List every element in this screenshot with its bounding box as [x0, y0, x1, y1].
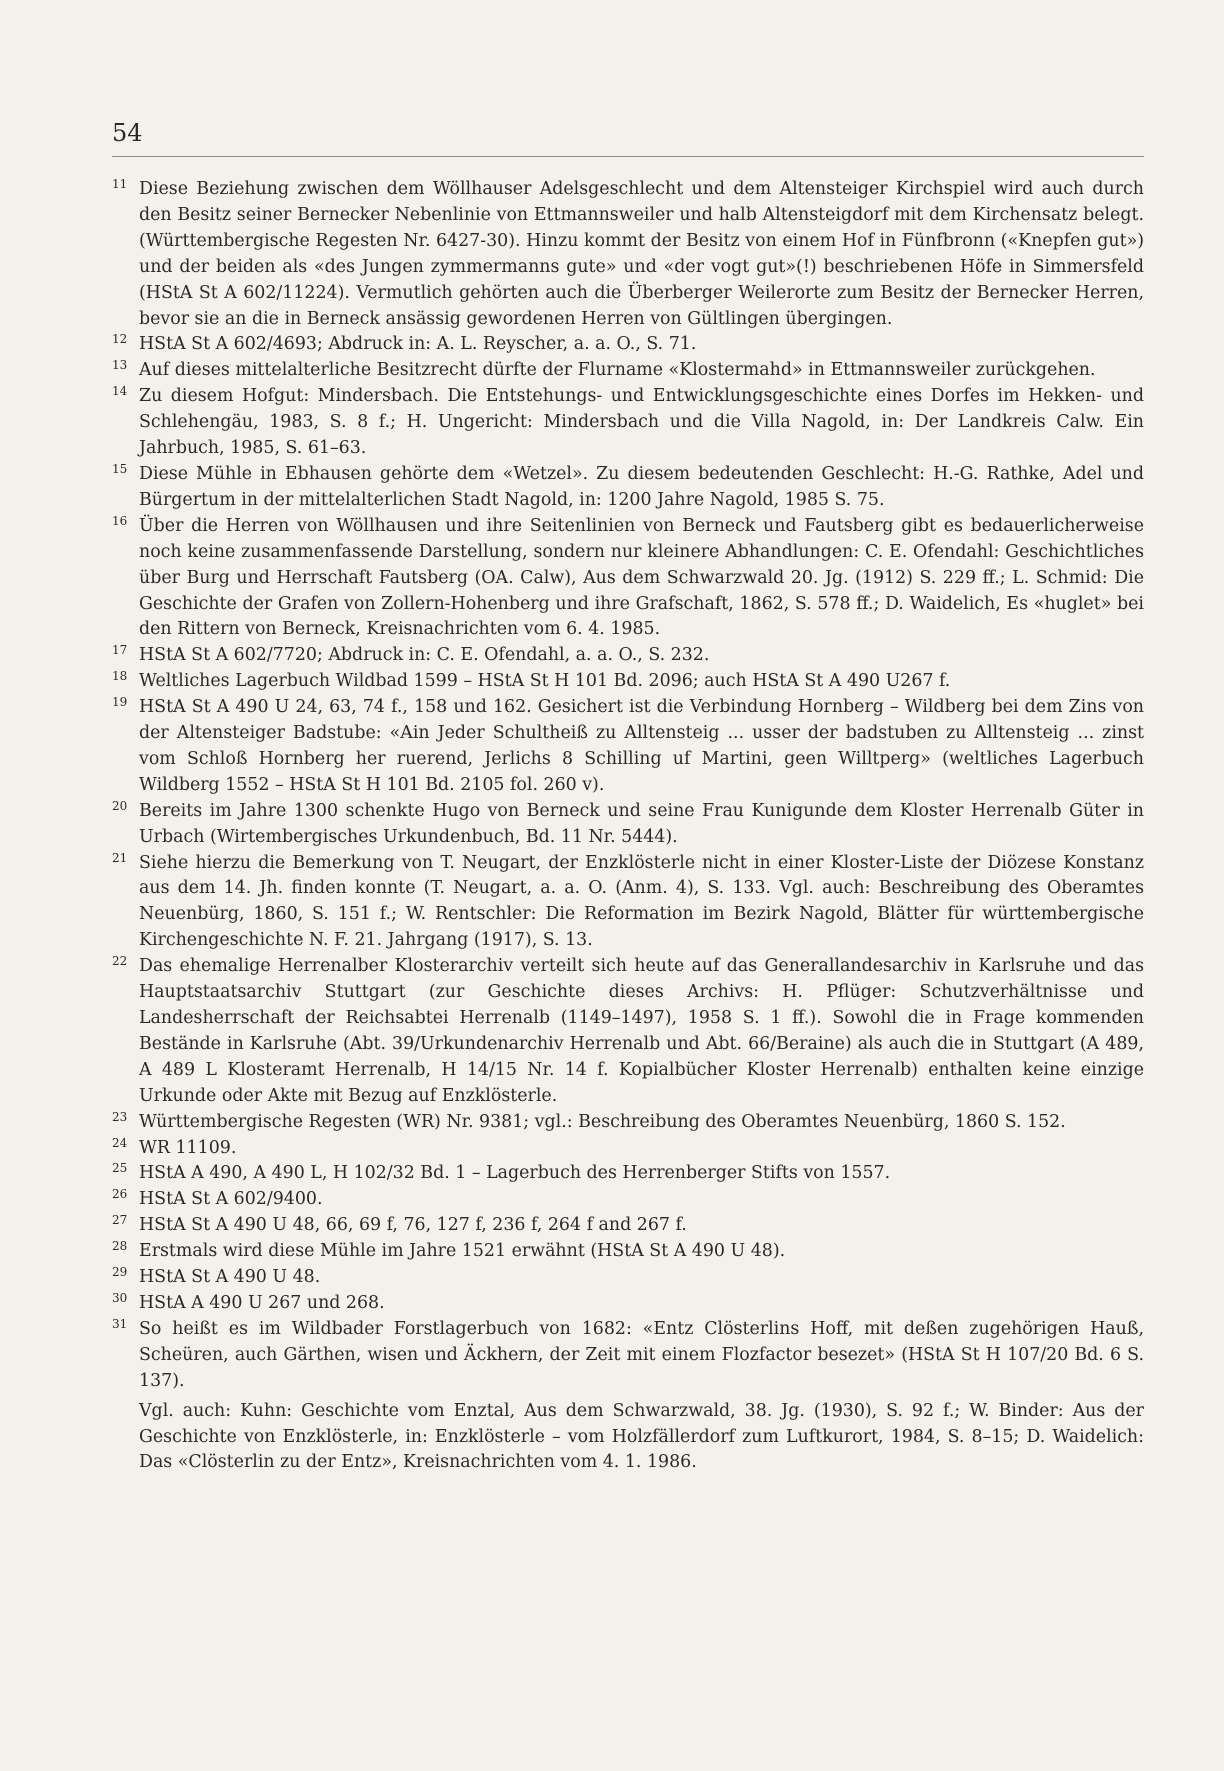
footnote-text: Auf dieses mittelalterliche Besitzrecht dürfte der Flurname «Klostermahd» in Ettmannsweiler zurückgehen.: [139, 360, 1096, 381]
footnote-text: Zu diesem Hofgut: Mindersbach. Die Entstehungs- und Entwicklungsgeschichte eines Dorfes im Hekken- und Schlehengäu, 1983, S. 8 f.; H. Ungericht: Mindersbach und die Villa Nagold, in: Der Landkreis Calw. Ein Jahrbuch, 1985, S. 61–63.: [139, 386, 1144, 459]
footnote-number: 30: [112, 1290, 128, 1305]
page-number: 54: [112, 119, 143, 147]
footnote: [112, 851, 1144, 955]
footnote-number: 29: [112, 1265, 128, 1280]
footnote-number: 24: [112, 1135, 128, 1150]
footnote: [112, 1187, 1144, 1213]
footnote: [112, 1265, 1144, 1291]
footnote-text: Diese Mühle in Ebhausen gehörte dem «Wetzel». Zu diesem bedeutenden Geschlecht: H.-G. Rathke, Adel und Bürgertum in der mittelalterlichen Stadt Nagold, in: 1200 Jahre Nagold, 1985 S. 75.: [139, 463, 1144, 510]
footnote-number: 18: [112, 669, 128, 684]
footnote-text: HStA A 490 U 267 und 268.: [139, 1292, 385, 1313]
footnote: [112, 1213, 1144, 1239]
footnote: [112, 643, 1144, 669]
footnote: [112, 1239, 1144, 1265]
footnote-number: 13: [112, 358, 128, 373]
footnote: [112, 1110, 1144, 1136]
footnote: [112, 384, 1144, 462]
footnote: [112, 1291, 1144, 1317]
footnote-number: 28: [112, 1239, 128, 1254]
footnote: [112, 332, 1144, 358]
footnote-text: HStA St A 490 U 24, 63, 74 f., 158 und 162. Gesichert ist die Verbindung Hornberg – Wildberg bei dem Zins von der Altensteiger Badstube: «Ain Jeder Schultheiß zu Alltensteig ... usser der badstuben zu Alltensteig ... zinst vom Schloß Hornberg her ruerend, Jerlichs 8 Schilling uf Martini, geen Willtperg» (weltliches Lagerbuch Wildberg 1552 – HStA St H 101 Bd. 2105 fol. 260 v).: [139, 697, 1144, 795]
footnote-number: 16: [112, 513, 128, 528]
footnote: [112, 1136, 1144, 1162]
footnote-number: 25: [112, 1161, 128, 1176]
footnote-text: Erstmals wird diese Mühle im Jahre 1521 erwähnt (HStA St A 490 U 48).: [139, 1241, 786, 1262]
footnote: [112, 177, 1144, 332]
footnote-text: Bereits im Jahre 1300 schenkte Hugo von Berneck und seine Frau Kunigunde dem Kloster Herrenalb Güter in Urbach (Wirtembergisches Urkundenbuch, Bd. 11 Nr. 5444).: [139, 800, 1144, 847]
footnotes: [112, 177, 1144, 1476]
footnote-number: 27: [112, 1213, 128, 1228]
footnote-text: Württembergische Regesten (WR) Nr. 9381; vgl.: Beschreibung des Oberamtes Neuenbürg, 1860 S. 152.: [139, 1111, 1066, 1132]
footnote-number: 26: [112, 1187, 128, 1202]
footnote-number: 20: [112, 798, 128, 813]
footnote-number: 21: [112, 850, 128, 865]
footnote-text: WR 11109.: [139, 1137, 237, 1158]
footnote-number: 19: [112, 695, 128, 710]
footnote: [112, 358, 1144, 384]
footnote-text: HStA St A 490 U 48.: [139, 1267, 321, 1288]
footnote-number: 17: [112, 643, 128, 658]
header-rule: [112, 156, 1144, 157]
footnote: [112, 514, 1144, 644]
footnote: [112, 799, 1144, 851]
footnote: [112, 1317, 1144, 1476]
footnote-number: 31: [112, 1316, 128, 1331]
footnote-number: 11: [112, 177, 128, 191]
footnote: [112, 669, 1144, 695]
footnote-number: 12: [112, 332, 128, 347]
footnote-text: So heißt es im Wildbader Forstlagerbuch von 1682: «Entz Clösterlins Hoff, mit deßen zugehörigen Hauß, Scheüren, auch Gärthen, wisen und Äckhern, der Zeit mit einem Flozfactor besezet» (HStA St H 107/20 Bd. 6 S. 137).: [139, 1318, 1144, 1391]
footnote: [112, 462, 1144, 514]
footnote-text: Vgl. auch: Kuhn: Geschichte vom Enztal, Aus dem Schwarzwald, 38. Jg. (1930), S. 92 f.; W. Binder: Aus der Geschichte von Enzklösterle, in: Enzklösterle – vom Holzfällerdorf zum Luftkurort, 1984, S. 8–15; D. Waidelich: Das «Clösterlin zu der Entz», Kreisnachrichten vom 4. 1. 1986.: [139, 1400, 1144, 1473]
footnote-text: HStA St A 490 U 48, 66, 69 f, 76, 127 f, 236 f, 264 f and 267 f.: [139, 1215, 687, 1236]
footnote-text: HStA A 490, A 490 L, H 102/32 Bd. 1 – Lagerbuch des Herrenberger Stifts von 1557.: [139, 1163, 891, 1184]
footnote-text: HStA St A 602/7720; Abdruck in: C. E. Ofendahl, a. a. O., S. 232.: [139, 645, 710, 666]
footnote-text: Siehe hierzu die Bemerkung von T. Neugart, der Enzklösterle nicht in einer Kloster-Liste der Diözese Konstanz aus dem 14. Jh. finden konnte (T. Neugart, a. a. O. (Anm. 4), S. 133. Vgl. auch: Beschreibung des Oberamtes Neuenbürg, 1860, S. 151 f.; W. Rentschler: Die Reformation im Bezirk Nagold, Blätter für württembergische Kirchengeschichte N. F. 21. Jahrgang (1917), S. 13.: [139, 852, 1144, 951]
footnote-number: 14: [112, 384, 128, 399]
footnote-number: 15: [112, 461, 128, 476]
footnote-text: Über die Herren von Wöllhausen und ihre Seitenlinien von Berneck und Fautsberg gibt es bedauerlicherweise noch keine zusammenfassende Darstellung, sondern nur kleinere Abhandlungen: C. E. Ofendahl: Geschichtliches über Burg und Herrschaft Fautsberg (OA. Calw), Aus dem Schwarzwald 20. Jg. (1912) S. 229 ff.; L. Schmid: Die Geschichte der Grafen von Zollern-Hohenberg und ihre Grafschaft, 1862, S. 578 ff.; D. Waidelich, Es «huglet» bei den Rittern von Berneck, Kreisnachrichten vom 6. 4. 1985.: [139, 515, 1144, 640]
footnote-number: 22: [112, 954, 128, 969]
footnote: [112, 695, 1144, 799]
footnote-text: Das ehemalige Herrenalber Klosterarchiv verteilt sich heute auf das Generallandesarchiv in Karlsruhe und das Hauptstaatsarchiv Stuttgart (zur Geschichte dieses Archivs: H. Pflüger: Schutzverhältnisse und Landesherrschaft der Reichsabtei Herrenalb (1149–1497), 1958 S. 1 ff.). Sowohl die in Frage kommenden Bestände in Karlsruhe (Abt. 39/Urkundenarchiv Herrenalb und Abt. 66/Beraine) als auch die in Stuttgart (A 489, A 489 L Klosteramt Herrenalb, H 14/15 Nr. 14 f. Kopialbücher Kloster Herrenalb) enthalten keine einzige Urkunde oder Akte mit Bezug auf Enzklösterle.: [139, 956, 1144, 1106]
page: [112, 118, 1144, 1476]
footnote-text: Weltliches Lagerbuch Wildbad 1599 – HStA St H 101 Bd. 2096; auch HStA St A 490 U267 f.: [139, 671, 951, 692]
footnote: [112, 954, 1144, 1109]
footnote-text: HStA St A 602/9400.: [139, 1189, 323, 1210]
footnote: [112, 1161, 1144, 1187]
footnote-number: 23: [112, 1109, 128, 1124]
footnote-text: HStA St A 602/4693; Abdruck in: A. L. Reyscher, a. a. O., S. 71.: [139, 334, 697, 355]
footnote-text: Diese Beziehung zwischen dem Wöllhauser Adelsgeschlecht und dem Altensteiger Kirchspiel wird auch durch den Besitz seiner Bernecker Nebenlinie von Ettmannsweiler und halb Altensteigdorf mit dem Kirchensatz belegt. (Württembergische Regesten Nr. 6427-30). Hinzu kommt der Besitz von einem Hof in Fünfbronn («Knepfen gut») und der beiden als «des Jungen zymmermanns gute» und «der vogt gut»(!) beschriebenen Höfe in Simmersfeld (HStA St A 602/11224). Vermutlich gehörten auch die Überberger Weilerorte zum Besitz der Bernecker Herren, bevor sie an die in Berneck ansässig gewordenen Herren von Gültlingen übergingen.: [139, 179, 1144, 329]
